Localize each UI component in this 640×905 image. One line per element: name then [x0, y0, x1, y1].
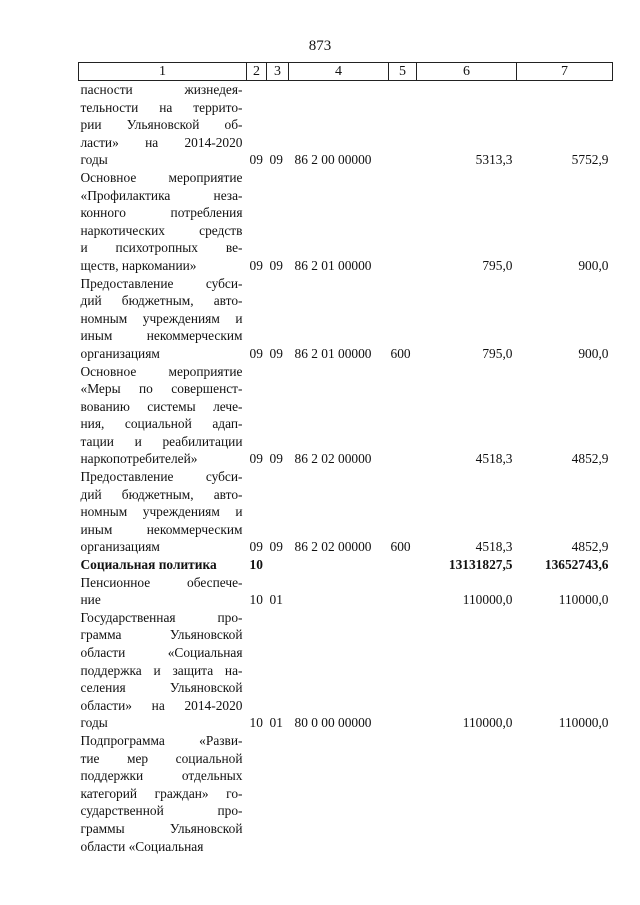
description-line: наркотических средств: [80, 222, 243, 238]
amount-year-1: 4518,3: [475, 539, 513, 555]
column-header-7: 7: [517, 63, 613, 81]
table-header-row: [79, 63, 613, 81]
description-line: номным учреждениям и: [80, 310, 243, 326]
subsection-code: [267, 556, 289, 574]
description-line: «Меры по совершенст-: [80, 381, 243, 397]
expense-type-code: [389, 169, 417, 275]
amount-year-2: 5752,9: [571, 152, 609, 168]
expense-type-code: [389, 609, 417, 732]
description-line: дий бюджетным, авто-: [80, 293, 243, 309]
description-line: поддержка и защита на-: [80, 662, 243, 678]
row-description: [79, 363, 247, 469]
description-line: иным некоммерческим: [80, 328, 243, 344]
description-line: ласти» на 2014-2020: [80, 134, 243, 150]
target-article-code: [289, 556, 389, 574]
table-row: [79, 556, 613, 574]
table-row: [79, 81, 613, 169]
row-description: [79, 732, 247, 855]
section-code: 10: [249, 592, 263, 608]
expense-type-code: [389, 556, 417, 574]
amount-year-1: 13131827,5: [448, 557, 513, 573]
subsection-code: 09: [269, 345, 283, 361]
description-line: годы: [80, 152, 108, 168]
description-line: Основное мероприятие: [80, 363, 243, 379]
description-line: годы: [80, 715, 108, 731]
section-code: 10: [249, 715, 263, 731]
budget-table: [78, 62, 613, 855]
expense-type-code: [389, 363, 417, 469]
amount-year-1: [417, 732, 517, 855]
description-line: пасности жизнедея-: [80, 82, 243, 97]
description-line: организациям: [80, 539, 160, 555]
amount-year-1: 4518,3: [475, 451, 513, 467]
row-description: [79, 81, 247, 169]
column-header-6: 6: [417, 63, 517, 81]
description-line: и психотропных ве-: [80, 240, 243, 256]
amount-year-2: 4852,9: [571, 539, 609, 555]
description-line: Подпрограмма «Разви-: [80, 732, 243, 748]
description-line: конного потребления: [80, 205, 243, 221]
subsection-code: [267, 732, 289, 855]
column-header-1: 1: [79, 63, 247, 81]
row-description: [79, 468, 247, 556]
description-line: вованию системы лече-: [80, 398, 243, 414]
row-description: [79, 574, 247, 609]
section-code: 09: [249, 345, 263, 361]
column-header-2: 2: [247, 63, 267, 81]
table-row: [79, 609, 613, 732]
target-article-code: 86 2 02 00000: [294, 539, 372, 555]
table-row: [79, 363, 613, 469]
description-line: селения Ульяновской: [80, 680, 243, 696]
table-row: [79, 169, 613, 275]
description-line: области» на 2014-2020: [80, 697, 243, 713]
table-row: [79, 275, 613, 363]
row-description: [79, 556, 247, 574]
subsection-code: 09: [269, 451, 283, 467]
section-code: [247, 732, 267, 855]
description-line: области «Социальная: [80, 838, 204, 854]
description-line: Предоставление субси-: [80, 469, 243, 485]
description-line: Пенсионное обеспече-: [80, 574, 243, 590]
amount-year-1: 110000,0: [462, 715, 513, 731]
description-line: Социальная политика: [80, 557, 217, 573]
amount-year-2: 110000,0: [558, 715, 609, 731]
description-line: тие мер социальной: [80, 750, 243, 766]
column-header-4: 4: [289, 63, 389, 81]
description-line: ние: [80, 592, 101, 608]
description-line: Основное мероприятие: [80, 169, 243, 185]
row-description: [79, 609, 247, 732]
section-code: 09: [249, 451, 263, 467]
subsection-code: 09: [269, 152, 283, 168]
target-article-code: 86 2 00 00000: [294, 152, 372, 168]
amount-year-2: 110000,0: [558, 592, 609, 608]
description-line: Предоставление субси-: [80, 275, 243, 291]
description-line: дий бюджетным, авто-: [80, 486, 243, 502]
amount-year-1: 795,0: [482, 345, 513, 361]
description-line: Государственная про-: [80, 609, 243, 625]
section-code: 09: [249, 257, 263, 273]
description-line: тации и реабилитации: [80, 433, 243, 449]
description-line: категорий граждан» го-: [80, 785, 243, 801]
amount-year-2: 900,0: [578, 345, 609, 361]
amount-year-2: 13652743,6: [544, 557, 609, 573]
subsection-code: 09: [269, 539, 283, 555]
table-row: [79, 574, 613, 609]
expense-type-code: [389, 732, 417, 855]
target-article-code: 86 2 02 00000: [294, 451, 372, 467]
description-line: наркопотребителей»: [80, 451, 198, 467]
description-line: поддержки отдельных: [80, 768, 243, 784]
target-article-code: [289, 732, 389, 855]
subsection-code: 09: [269, 257, 283, 273]
amount-year-1: 795,0: [482, 257, 513, 273]
expense-type-code: [389, 574, 417, 609]
description-line: иным некоммерческим: [80, 521, 243, 537]
amount-year-1: 110000,0: [462, 592, 513, 608]
description-line: тельности на террито-: [80, 99, 243, 115]
description-line: ния, социальной адап-: [80, 416, 243, 432]
page-number: 873: [308, 38, 332, 54]
target-article-code: 86 2 01 00000: [294, 257, 372, 273]
expense-type-code: [389, 81, 417, 169]
description-line: грамма Ульяновской: [80, 627, 243, 643]
row-description: [79, 275, 247, 363]
description-line: рии Ульяновской об-: [80, 117, 243, 133]
description-line: «Профилактика неза-: [80, 187, 243, 203]
amount-year-2: 900,0: [578, 257, 609, 273]
description-line: организациям: [80, 345, 160, 361]
subsection-code: 01: [269, 715, 283, 731]
column-header-3: 3: [267, 63, 289, 81]
section-code: 09: [249, 539, 263, 555]
description-line: области «Социальная: [80, 645, 243, 660]
subsection-code: 01: [269, 592, 283, 608]
expense-type-code: 600: [390, 539, 411, 555]
amount-year-2: [517, 732, 613, 855]
description-line: ществ, наркомании»: [80, 257, 197, 273]
target-article-code: 80 0 00 00000: [294, 715, 372, 731]
section-code: 10: [249, 557, 263, 573]
section-code: 09: [249, 152, 263, 168]
column-header-5: 5: [389, 63, 417, 81]
table-row: [79, 468, 613, 556]
description-line: сударственной про-: [80, 803, 243, 819]
row-description: [79, 169, 247, 275]
description-line: номным учреждениям и: [80, 504, 243, 520]
target-article-code: [289, 574, 389, 609]
amount-year-1: 5313,3: [475, 152, 513, 168]
amount-year-2: 4852,9: [571, 451, 609, 467]
expense-type-code: 600: [390, 345, 411, 361]
table-body: [79, 81, 613, 856]
description-line: граммы Ульяновской: [80, 820, 243, 836]
target-article-code: 86 2 01 00000: [294, 345, 372, 361]
table-row: [79, 732, 613, 855]
